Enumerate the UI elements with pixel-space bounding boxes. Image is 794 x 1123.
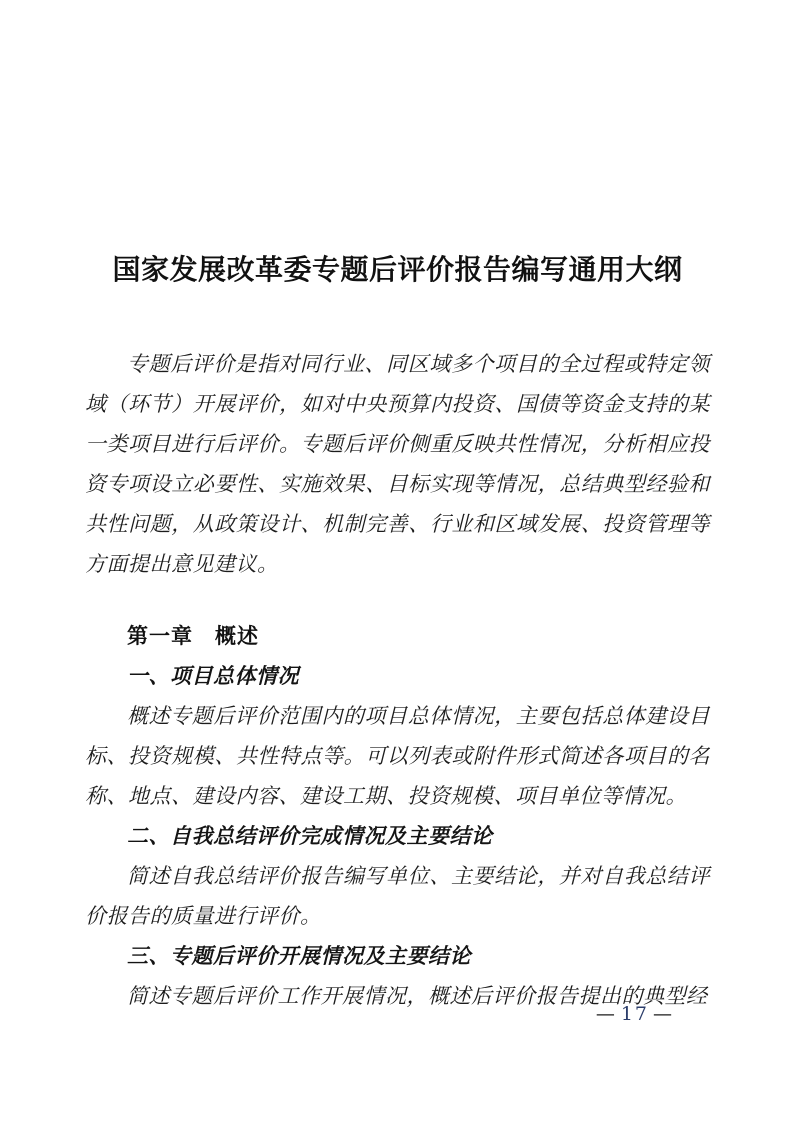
intro-paragraph: 专题后评价是指对同行业、同区域多个项目的全过程或特定领域（环节）开展评价，如对中央预算内投资、国债等资金支持的某一类项目进行后评价。专题后评价侧重反映共性情况，分析相应投资专项设立必要性、实施效果、目标实现等情况，总结典型经验和共性问题，从政策设计、机制完善、行业和区域发展、投资管理等方面提出意见建议。 bbox=[85, 352, 710, 576]
page-number-dash-right: — bbox=[653, 1003, 674, 1025]
section-2-heading: 二、自我总结评价完成情况及主要结论 bbox=[127, 823, 493, 848]
section-3-body: 简述专题后评价工作开展情况，概述后评价报告提出的典型经 bbox=[127, 984, 708, 1008]
section-2-body: 简述自我总结评价报告编写单位、主要结论，并对自我总结评价报告的质量进行评价。 bbox=[85, 864, 710, 928]
page-number bbox=[596, 1001, 674, 1027]
section-1-heading: 一、项目总体情况 bbox=[127, 663, 299, 688]
document-content bbox=[85, 0, 710, 1016]
page-number-dash-left: — bbox=[595, 1003, 617, 1025]
chapter-heading: 第一章 概述 bbox=[127, 624, 259, 648]
section-1-body: 概述专题后评价范围内的项目总体情况，主要包括总体建设目标、投资规模、共性特点等。可以列表或附件形式简述各项目的名称、地点、建设内容、建设工期、投资规模、项目单位等情况。 bbox=[85, 704, 710, 808]
page-number-value: 17 bbox=[620, 1003, 649, 1025]
section-3-heading: 三、专题后评价开展情况及主要结论 bbox=[127, 943, 471, 968]
document-title: 国家发展改革委专题后评价报告编写通用大纲 bbox=[112, 253, 683, 286]
